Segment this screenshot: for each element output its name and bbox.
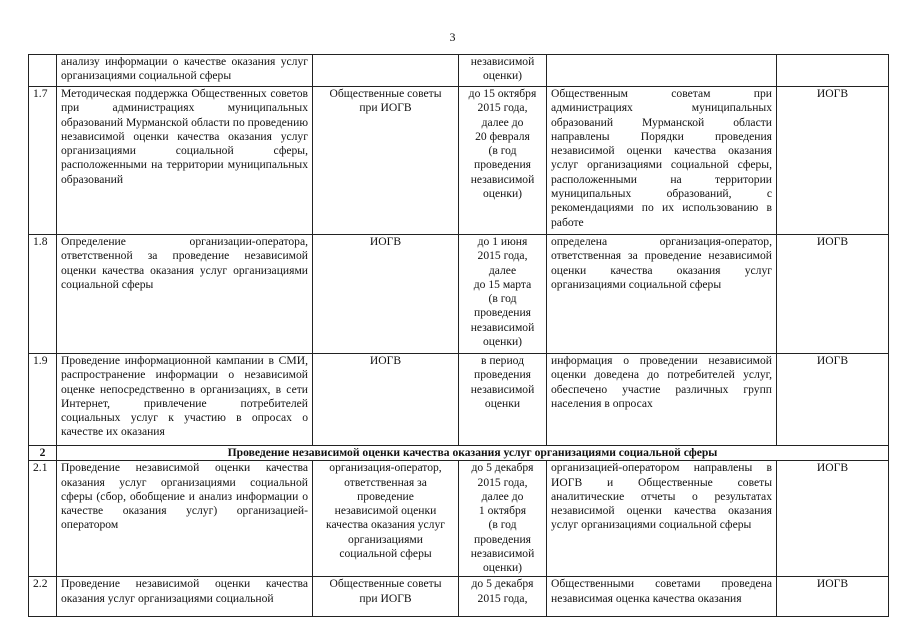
activity-plan-table xyxy=(28,54,889,617)
deadline-cell: до 5 декабря 2015 года, далее до 1 октября (в год проведения независимой оценки) xyxy=(459,461,547,577)
responsible-cell: ИОГВ xyxy=(777,87,889,235)
result-cell: информация о проведении независимой оценки доведена до потребителей услуг, обеспечено участие различных групп населения в опросах xyxy=(547,354,777,446)
deadline-cell: до 1 июня 2015 года, далее до 15 марта (в год проведения независимой оценки) xyxy=(459,235,547,354)
section-number: 2 xyxy=(29,446,57,461)
row-number-cell xyxy=(29,55,57,87)
row-number-cell: 2.2 xyxy=(29,577,57,617)
responsible-cell: ИОГВ xyxy=(777,461,889,577)
result-cell xyxy=(547,55,777,87)
row-number-cell: 1.7 xyxy=(29,87,57,235)
page-number: 3 xyxy=(449,30,456,44)
participants-cell xyxy=(313,55,459,87)
participants-cell: Общественные советы при ИОГВ xyxy=(313,577,459,617)
table-row xyxy=(29,235,889,354)
responsible-cell: ИОГВ xyxy=(777,354,889,446)
result-cell: Общественным советам при администрациях муниципальных образований Мурманской области направлены Порядки проведения независимой оценки качества оказания услуг организациями социальной сферы, расположенными на территории муниципальных образований, с рекомендациями по их использованию в работе xyxy=(547,87,777,235)
deadline-cell: до 15 октября 2015 года, далее до 20 февраля (в год проведения независимой оценки) xyxy=(459,87,547,235)
table-row xyxy=(29,577,889,617)
responsible-cell xyxy=(777,55,889,87)
participants-cell: Общественные советы при ИОГВ xyxy=(313,87,459,235)
section-header-row xyxy=(29,446,889,461)
row-number-cell: 1.9 xyxy=(29,354,57,446)
result-cell: Общественными советами проведена независимая оценка качества оказания xyxy=(547,577,777,617)
activity-cell: Определение организации-оператора, ответственной за проведение независимой оценки качества оказания услуг организациями социальной сферы xyxy=(57,235,313,354)
row-number-cell: 1.8 xyxy=(29,235,57,354)
activity-cell: Проведение независимой оценки качества оказания услуг организациями социальной сферы (сбор, обобщение и анализ информации о качестве оказания услуг) организацией-оператором xyxy=(57,461,313,577)
table-row xyxy=(29,87,889,235)
table-row xyxy=(29,354,889,446)
activity-cell: анализу информации о качестве оказания услуг организациями социальной сферы xyxy=(57,55,313,87)
participants-cell: ИОГВ xyxy=(313,354,459,446)
row-number-cell: 2.1 xyxy=(29,461,57,577)
participants-cell: ИОГВ xyxy=(313,235,459,354)
participants-cell: организация-оператор, ответственная за проведение независимой оценки качества оказания услуг организациями социальной сферы xyxy=(313,461,459,577)
responsible-cell: ИОГВ xyxy=(777,235,889,354)
deadline-cell: до 5 декабря 2015 года, xyxy=(459,577,547,617)
result-cell: организацией-оператором направлены в ИОГВ и Общественные советы аналитические отчеты о результатах независимой оценки качества оказания услуг организациями социальной сферы xyxy=(547,461,777,577)
activity-cell: Проведение информационной кампании в СМИ, распространение информации о независимой оценке непосредственно в организациях, в сети Интернет, привлечение потребителей социальных услуг к участию в опросах о качестве их оказания xyxy=(57,354,313,446)
deadline-cell: независимой оценки) xyxy=(459,55,547,87)
activity-cell: Проведение независимой оценки качества оказания услуг организациями социальной xyxy=(57,577,313,617)
result-cell: определена организация-оператор, ответственная за проведение независимой оценки качества оказания услуг организациями социальной сферы xyxy=(547,235,777,354)
table-row xyxy=(29,461,889,577)
deadline-cell: в период проведения независимой оценки xyxy=(459,354,547,446)
activity-cell: Методическая поддержка Общественных советов при администрациях муниципальных образований Мурманской области по проведению независимой оценки качества оказания услуг организациями социальной сферы, расположенными на территории муниципальных образований xyxy=(57,87,313,235)
responsible-cell: ИОГВ xyxy=(777,577,889,617)
section-title: Проведение независимой оценки качества оказания услуг организациями социальной сферы xyxy=(57,446,889,461)
table-row xyxy=(29,55,889,87)
